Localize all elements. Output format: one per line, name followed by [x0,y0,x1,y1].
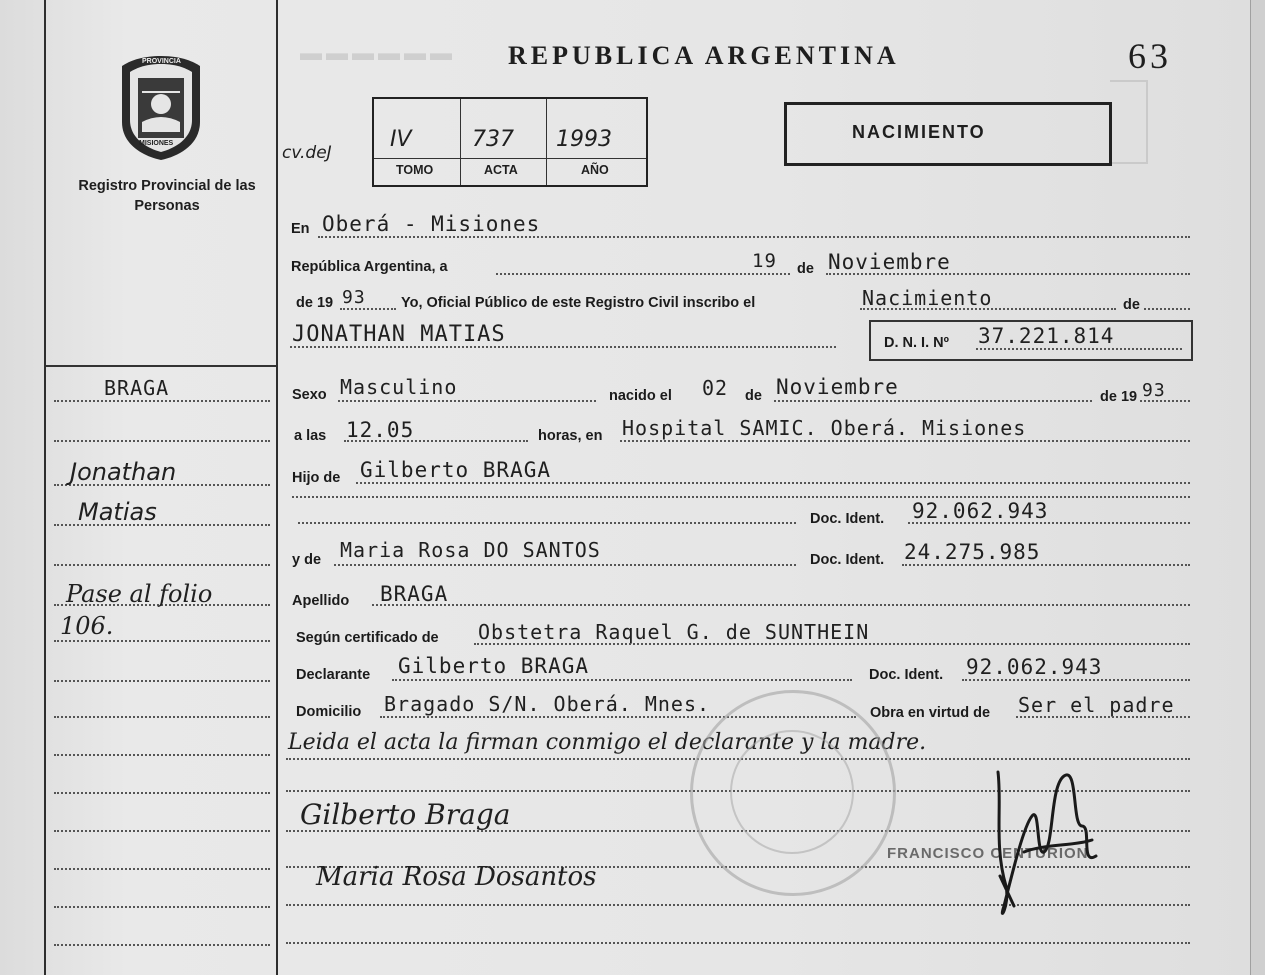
line-declarante [392,679,852,681]
father-name: Gilberto BRAGA [360,458,552,482]
birth-day: 02 [702,376,729,400]
sexo-label: Sexo [292,387,327,403]
emblem-top-text: PROVINCIA [142,58,181,65]
line-father-2 [292,496,1190,498]
dni-label: D. N. I. Nº [884,335,949,351]
line-year [340,308,396,310]
margin-line-7 [54,640,270,642]
page-title: REPUBLICA ARGENTINA [508,41,900,70]
margin-line-14 [54,906,270,908]
inscribo-value: Nacimiento [862,286,993,310]
act-prefix-handwritten: cv.deJ [282,143,332,163]
acta-value: 737 [472,127,514,152]
line-en [318,236,1190,238]
line-declarant-doc [962,679,1190,681]
domicilio-label: Domicilio [296,704,362,720]
registration-year-suffix: 93 [342,287,366,308]
table-divider [374,158,646,159]
line-day [496,273,790,275]
line-5 [286,942,1190,944]
apellido-value: BRAGA [380,582,449,606]
margin-note-2: 106. [60,612,114,640]
margin-line-5 [54,564,270,566]
segun-label: Según certificado de [296,630,439,646]
nacido-label: nacido el [609,388,672,404]
mother-name: Maria Rosa DO SANTOS [340,538,601,562]
reading-statement: Leida el acta la firman conmigo el declarante y la madre. [288,730,927,755]
de-year-label: de 19 [296,295,334,311]
official-seal-inner [730,730,854,854]
line-blank [298,522,796,524]
hijo-label: Hijo de [292,470,341,486]
line-apellido [372,604,1190,606]
line-obra [1016,716,1190,718]
republica-label: República Argentina, a [291,259,448,275]
line-father [356,482,1190,484]
registration-month: Noviembre [828,250,951,274]
horas-label: horas, en [538,428,603,444]
yo-label: Yo, Oficial Público de este Registro Civil inscribo el [401,295,756,311]
place-of-registration: Oberá - Misiones [322,212,541,236]
father-signature: Gilberto Braga [300,798,511,831]
doc1-label: Doc. Ident. [810,511,885,527]
declarant-doc: 92.062.943 [966,655,1103,679]
margin-line-10 [54,754,270,756]
de-year2-label: de 19 [1100,389,1138,405]
margin-line-1 [54,400,270,402]
margin-line-15 [54,944,270,946]
ano-value: 1993 [556,127,612,152]
mother-signature: Maria Rosa Dosantos [316,862,597,892]
birth-month: Noviembre [776,375,899,399]
margin-line-8 [54,680,270,682]
line-birth-year [1140,400,1190,402]
officer-signature-icon [984,756,1100,926]
tomo-label: TOMO [396,163,434,177]
line-de2 [1144,308,1190,310]
margin-line-2 [54,440,270,442]
de2-label: de [1123,297,1140,313]
line-mother-doc [902,564,1190,566]
margin-line-12 [54,830,270,832]
page-number: 63 [1128,36,1172,76]
birth-place: Hospital SAMIC. Oberá. Misiones [622,416,1027,440]
certificate-issuer: Obstetra Raquel G. de SUNTHEIN [478,620,870,644]
margin-given-name-2: Matias [78,498,157,526]
document-type-label: NACIMIENTO [852,122,986,142]
margin-rule-inner [276,0,278,975]
margin-line-11 [54,792,270,794]
child-full-name: JONATHAN MATIAS [292,322,506,347]
ano-label: AÑO [581,163,609,177]
dni-value: 37.221.814 [978,324,1115,348]
bleed-through-box [1110,80,1148,164]
margin-line-13 [54,868,270,870]
declarante-label: Declarante [296,667,371,683]
line-name [290,346,836,348]
birth-year-suffix: 93 [1142,380,1166,401]
page-edge [1250,0,1265,975]
margin-surname: BRAGA [104,376,170,400]
emblem-bottom-text: MISIONES [139,140,174,147]
registration-day: 19 [752,250,777,272]
obra-label: Obra en virtud de [870,705,991,721]
address-value: Bragado S/N. Oberá. Mnes. [384,692,711,716]
officer-stamp-name: FRANCISCO CENTURION [887,845,1089,862]
line-sex [338,400,596,402]
yde-label: y de [292,552,322,568]
de3-label: de [745,388,762,404]
registry-name: Registro Provincial de las Personas [78,178,256,214]
margin-given-name-1: Jonathan [70,458,177,486]
line-time [344,440,528,442]
doc3-label: Doc. Ident. [869,667,944,683]
act-reference-table [372,97,648,187]
mother-doc: 24.275.985 [904,540,1041,564]
line-mother [334,564,796,566]
line-birth-month [774,400,1092,402]
de1-label: de [797,261,814,277]
margin-line-9 [54,716,270,718]
declarant-name: Gilberto BRAGA [398,654,590,678]
margin-rule-outer [44,0,46,975]
bleed-through-text: ▬▬▬▬▬▬ [300,40,456,65]
acta-label: ACTA [484,163,518,177]
line-inscribo [860,308,1116,310]
father-doc: 92.062.943 [912,499,1049,523]
birth-time: 12.05 [346,418,415,442]
sex-value: Masculino [340,375,458,399]
obra-value: Ser el padre [1018,693,1175,717]
tomo-value: IV [390,127,412,152]
margin-note-1: Pase al folio [66,580,213,608]
line-place [620,440,1190,442]
alas-label: a las [294,428,327,444]
doc2-label: Doc. Ident. [810,552,885,568]
line-segun [474,643,1190,645]
apellido-label: Apellido [292,593,350,609]
margin-top-rule [46,365,276,367]
line-dni [976,348,1182,350]
line-father-doc [908,522,1190,524]
line-month [826,273,1190,275]
en-label: En [291,221,310,237]
